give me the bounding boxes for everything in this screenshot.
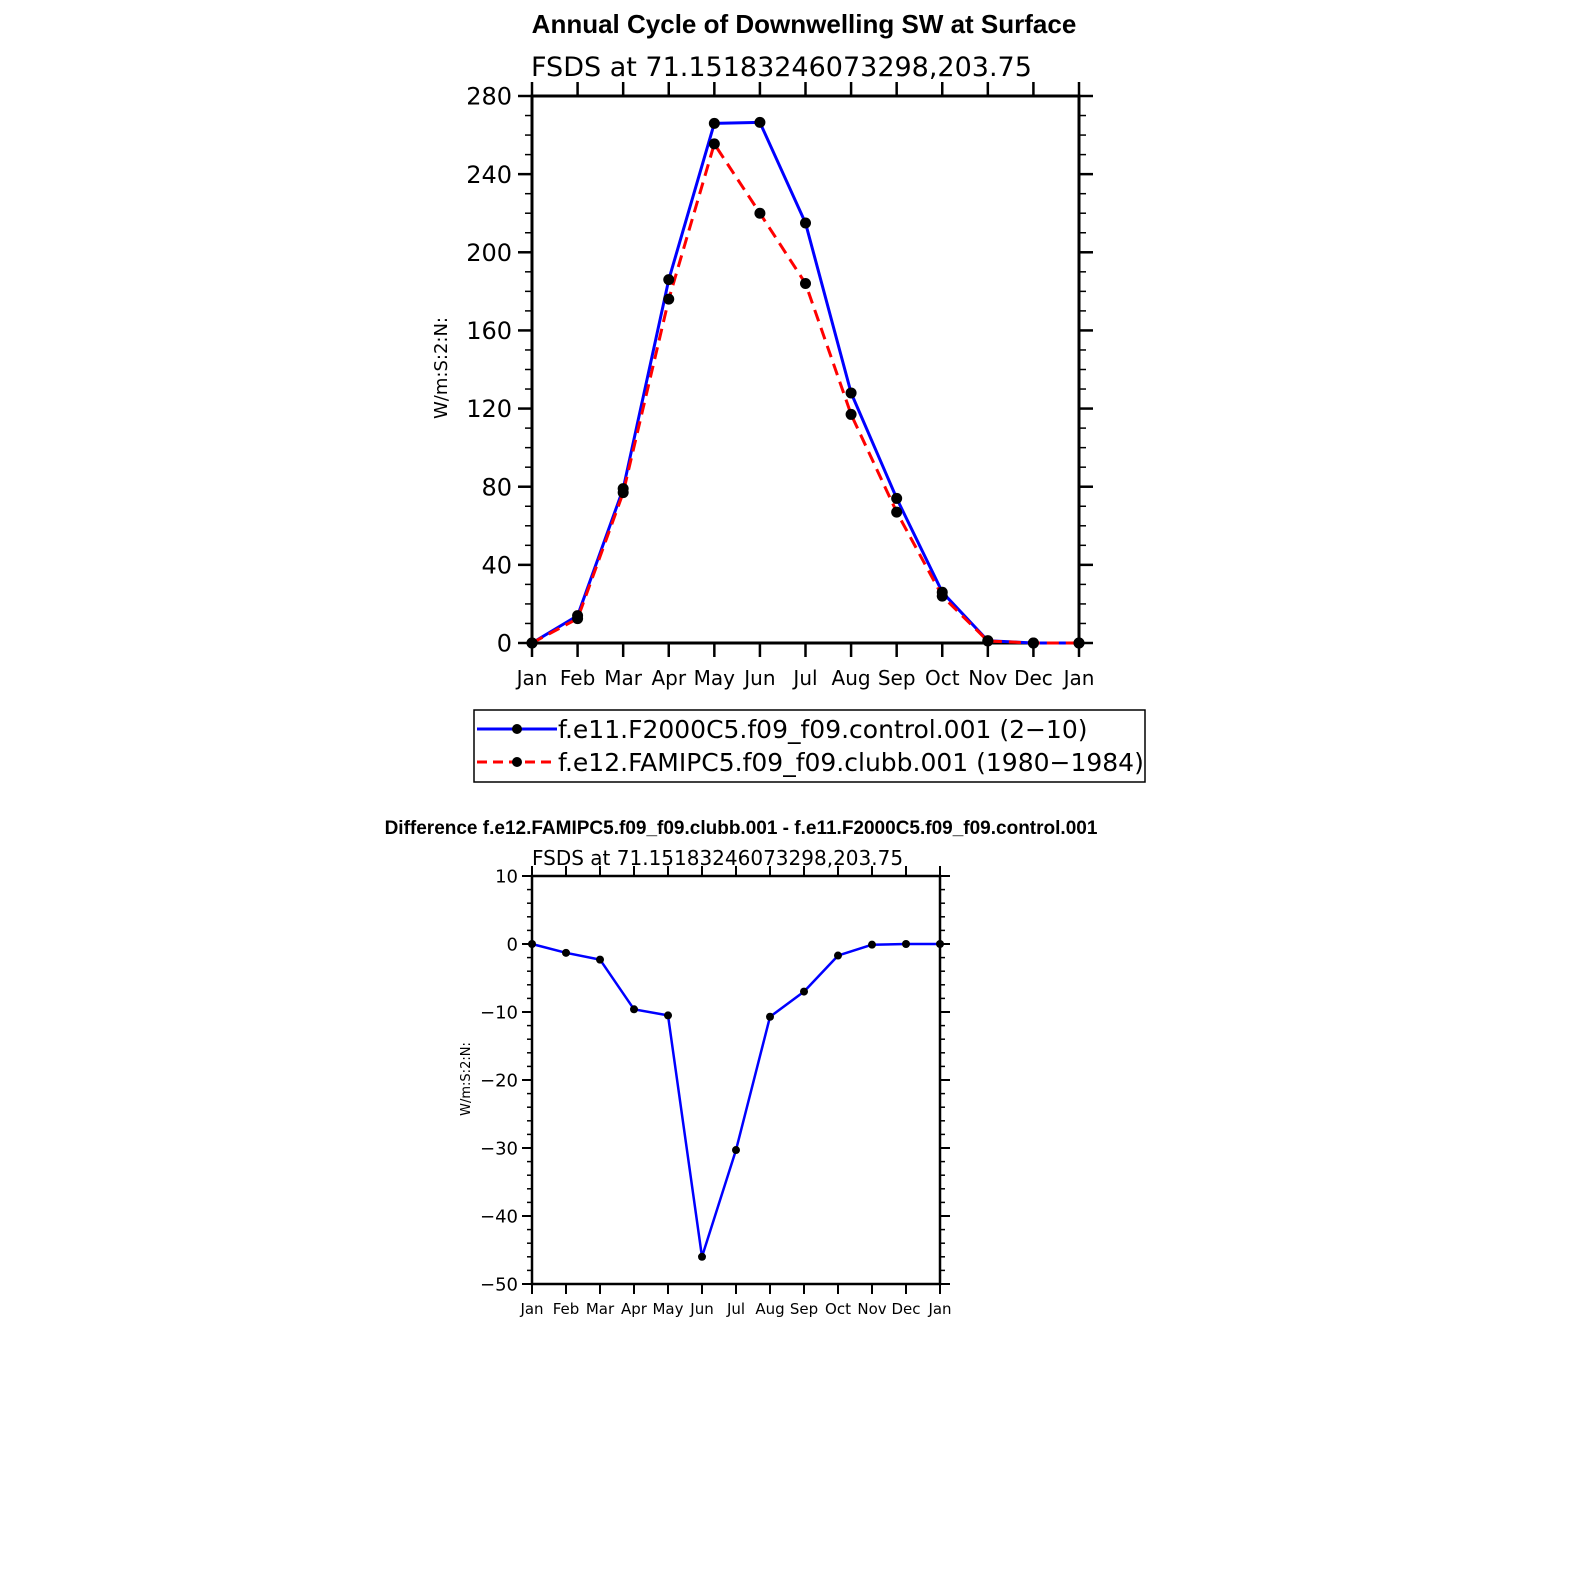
x-tick-label: Jan bbox=[516, 666, 548, 690]
series-0-point bbox=[936, 940, 944, 948]
x-tick-label: Nov bbox=[968, 666, 1008, 690]
chart1-subtitle: FSDS at 71.15183246073298,203.75 bbox=[531, 52, 1032, 83]
x-tick-label: Jul bbox=[726, 1300, 746, 1318]
legend-clubb-marker bbox=[512, 757, 522, 767]
series-1-point bbox=[937, 591, 948, 602]
x-tick-label: Dec bbox=[891, 1300, 921, 1318]
x-tick-label: Jun bbox=[690, 1300, 714, 1318]
chart1-legend bbox=[474, 710, 1145, 782]
chart1-title: Annual Cycle of Downwelling SW at Surface bbox=[531, 9, 1077, 39]
series-0-point bbox=[663, 274, 674, 285]
x-tick-label: Mar bbox=[604, 666, 643, 690]
legend-control-marker bbox=[512, 724, 522, 734]
y-tick-label: 10 bbox=[495, 866, 518, 888]
y-tick-label: −10 bbox=[480, 1002, 518, 1024]
series-0-point bbox=[800, 988, 808, 996]
chart1-plot bbox=[466, 82, 1094, 690]
series-0-point bbox=[868, 941, 876, 949]
x-tick-label: Sep bbox=[789, 1300, 819, 1318]
series-1-point bbox=[618, 487, 629, 498]
y-tick-label: −40 bbox=[480, 1206, 518, 1228]
y-tick-label: 0 bbox=[506, 934, 518, 956]
y-tick-label: 160 bbox=[466, 317, 512, 346]
series-1-point bbox=[527, 638, 538, 649]
x-tick-label: Sep bbox=[877, 666, 916, 690]
series-0-point bbox=[902, 940, 910, 948]
x-tick-label: Oct bbox=[825, 1300, 851, 1318]
series-0-point bbox=[834, 952, 842, 960]
x-tick-label: Dec bbox=[1014, 666, 1053, 690]
series-0-point bbox=[766, 1013, 774, 1021]
legend-control-label: f.e11.F2000C5.f09_f09.control.001 (2−10) bbox=[558, 715, 1088, 744]
series-1-point bbox=[663, 294, 674, 305]
x-tick-label: Aug bbox=[755, 1300, 785, 1318]
chart2-subtitle: FSDS at 71.15183246073298,203.75 bbox=[532, 846, 904, 870]
series-1-point bbox=[572, 613, 583, 624]
y-tick-label: 240 bbox=[466, 160, 512, 189]
series-0-line bbox=[532, 122, 1079, 643]
y-tick-label: −50 bbox=[480, 1274, 518, 1296]
series-0-point bbox=[846, 387, 857, 398]
chart2-title: Difference f.e12.FAMIPC5.f09_f09.clubb.001 - f.e11.F2000C5.f09_f09.control.001 bbox=[384, 818, 1098, 839]
series-1-point bbox=[1028, 638, 1039, 649]
series-0-point bbox=[664, 1011, 672, 1019]
series-0-point bbox=[732, 1146, 740, 1154]
x-tick-label: Aug bbox=[831, 666, 871, 690]
series-1-point bbox=[754, 208, 765, 219]
y-tick-label: 80 bbox=[481, 473, 512, 502]
series-0-point bbox=[562, 949, 570, 957]
series-0-point bbox=[754, 117, 765, 128]
series-0-point bbox=[709, 118, 720, 129]
x-tick-label: Apr bbox=[621, 1300, 647, 1318]
y-tick-label: −20 bbox=[480, 1070, 518, 1092]
y-tick-label: 0 bbox=[496, 629, 512, 658]
series-0-point bbox=[528, 940, 536, 948]
series-1-point bbox=[1074, 638, 1085, 649]
y-tick-label: 200 bbox=[466, 238, 512, 267]
x-tick-label: May bbox=[693, 666, 736, 690]
plot-frame bbox=[532, 96, 1079, 643]
y-tick-label: −30 bbox=[480, 1138, 518, 1160]
series-0-point bbox=[596, 956, 604, 964]
plot-frame bbox=[532, 876, 940, 1284]
x-tick-label: Feb bbox=[559, 666, 596, 690]
chart1-y-axis-label: W/m:S:2:N: bbox=[431, 317, 452, 419]
x-tick-label: Jan bbox=[520, 1300, 544, 1318]
series-1-point bbox=[709, 138, 720, 149]
series-0-point bbox=[891, 493, 902, 504]
y-tick-label: 280 bbox=[466, 82, 512, 111]
series-1-point bbox=[800, 278, 811, 289]
x-tick-label: Oct bbox=[924, 666, 960, 690]
series-1-point bbox=[982, 636, 993, 647]
x-tick-label: Mar bbox=[585, 1300, 615, 1318]
x-tick-label: Jun bbox=[744, 666, 776, 690]
x-tick-label: Jul bbox=[793, 666, 818, 690]
series-1-point bbox=[891, 507, 902, 518]
x-tick-label: Feb bbox=[552, 1300, 580, 1318]
y-tick-label: 40 bbox=[481, 551, 512, 580]
x-tick-label: Jan bbox=[928, 1300, 952, 1318]
legend-clubb-label: f.e12.FAMIPC5.f09_f09.clubb.001 (1980−1984) bbox=[558, 748, 1144, 777]
x-tick-label: Nov bbox=[857, 1300, 887, 1318]
x-tick-label: May bbox=[652, 1300, 684, 1318]
chart2-y-axis-label: W/m:S:2:N: bbox=[459, 1042, 474, 1116]
x-tick-label: Jan bbox=[1063, 666, 1095, 690]
series-0-point bbox=[630, 1005, 638, 1013]
series-0-point bbox=[698, 1253, 706, 1261]
series-1-point bbox=[846, 409, 857, 420]
chart2-plot bbox=[480, 866, 952, 1318]
series-0-line bbox=[532, 944, 940, 1257]
x-tick-label: Apr bbox=[651, 666, 687, 690]
y-tick-label: 120 bbox=[466, 395, 512, 424]
series-0-point bbox=[800, 217, 811, 228]
